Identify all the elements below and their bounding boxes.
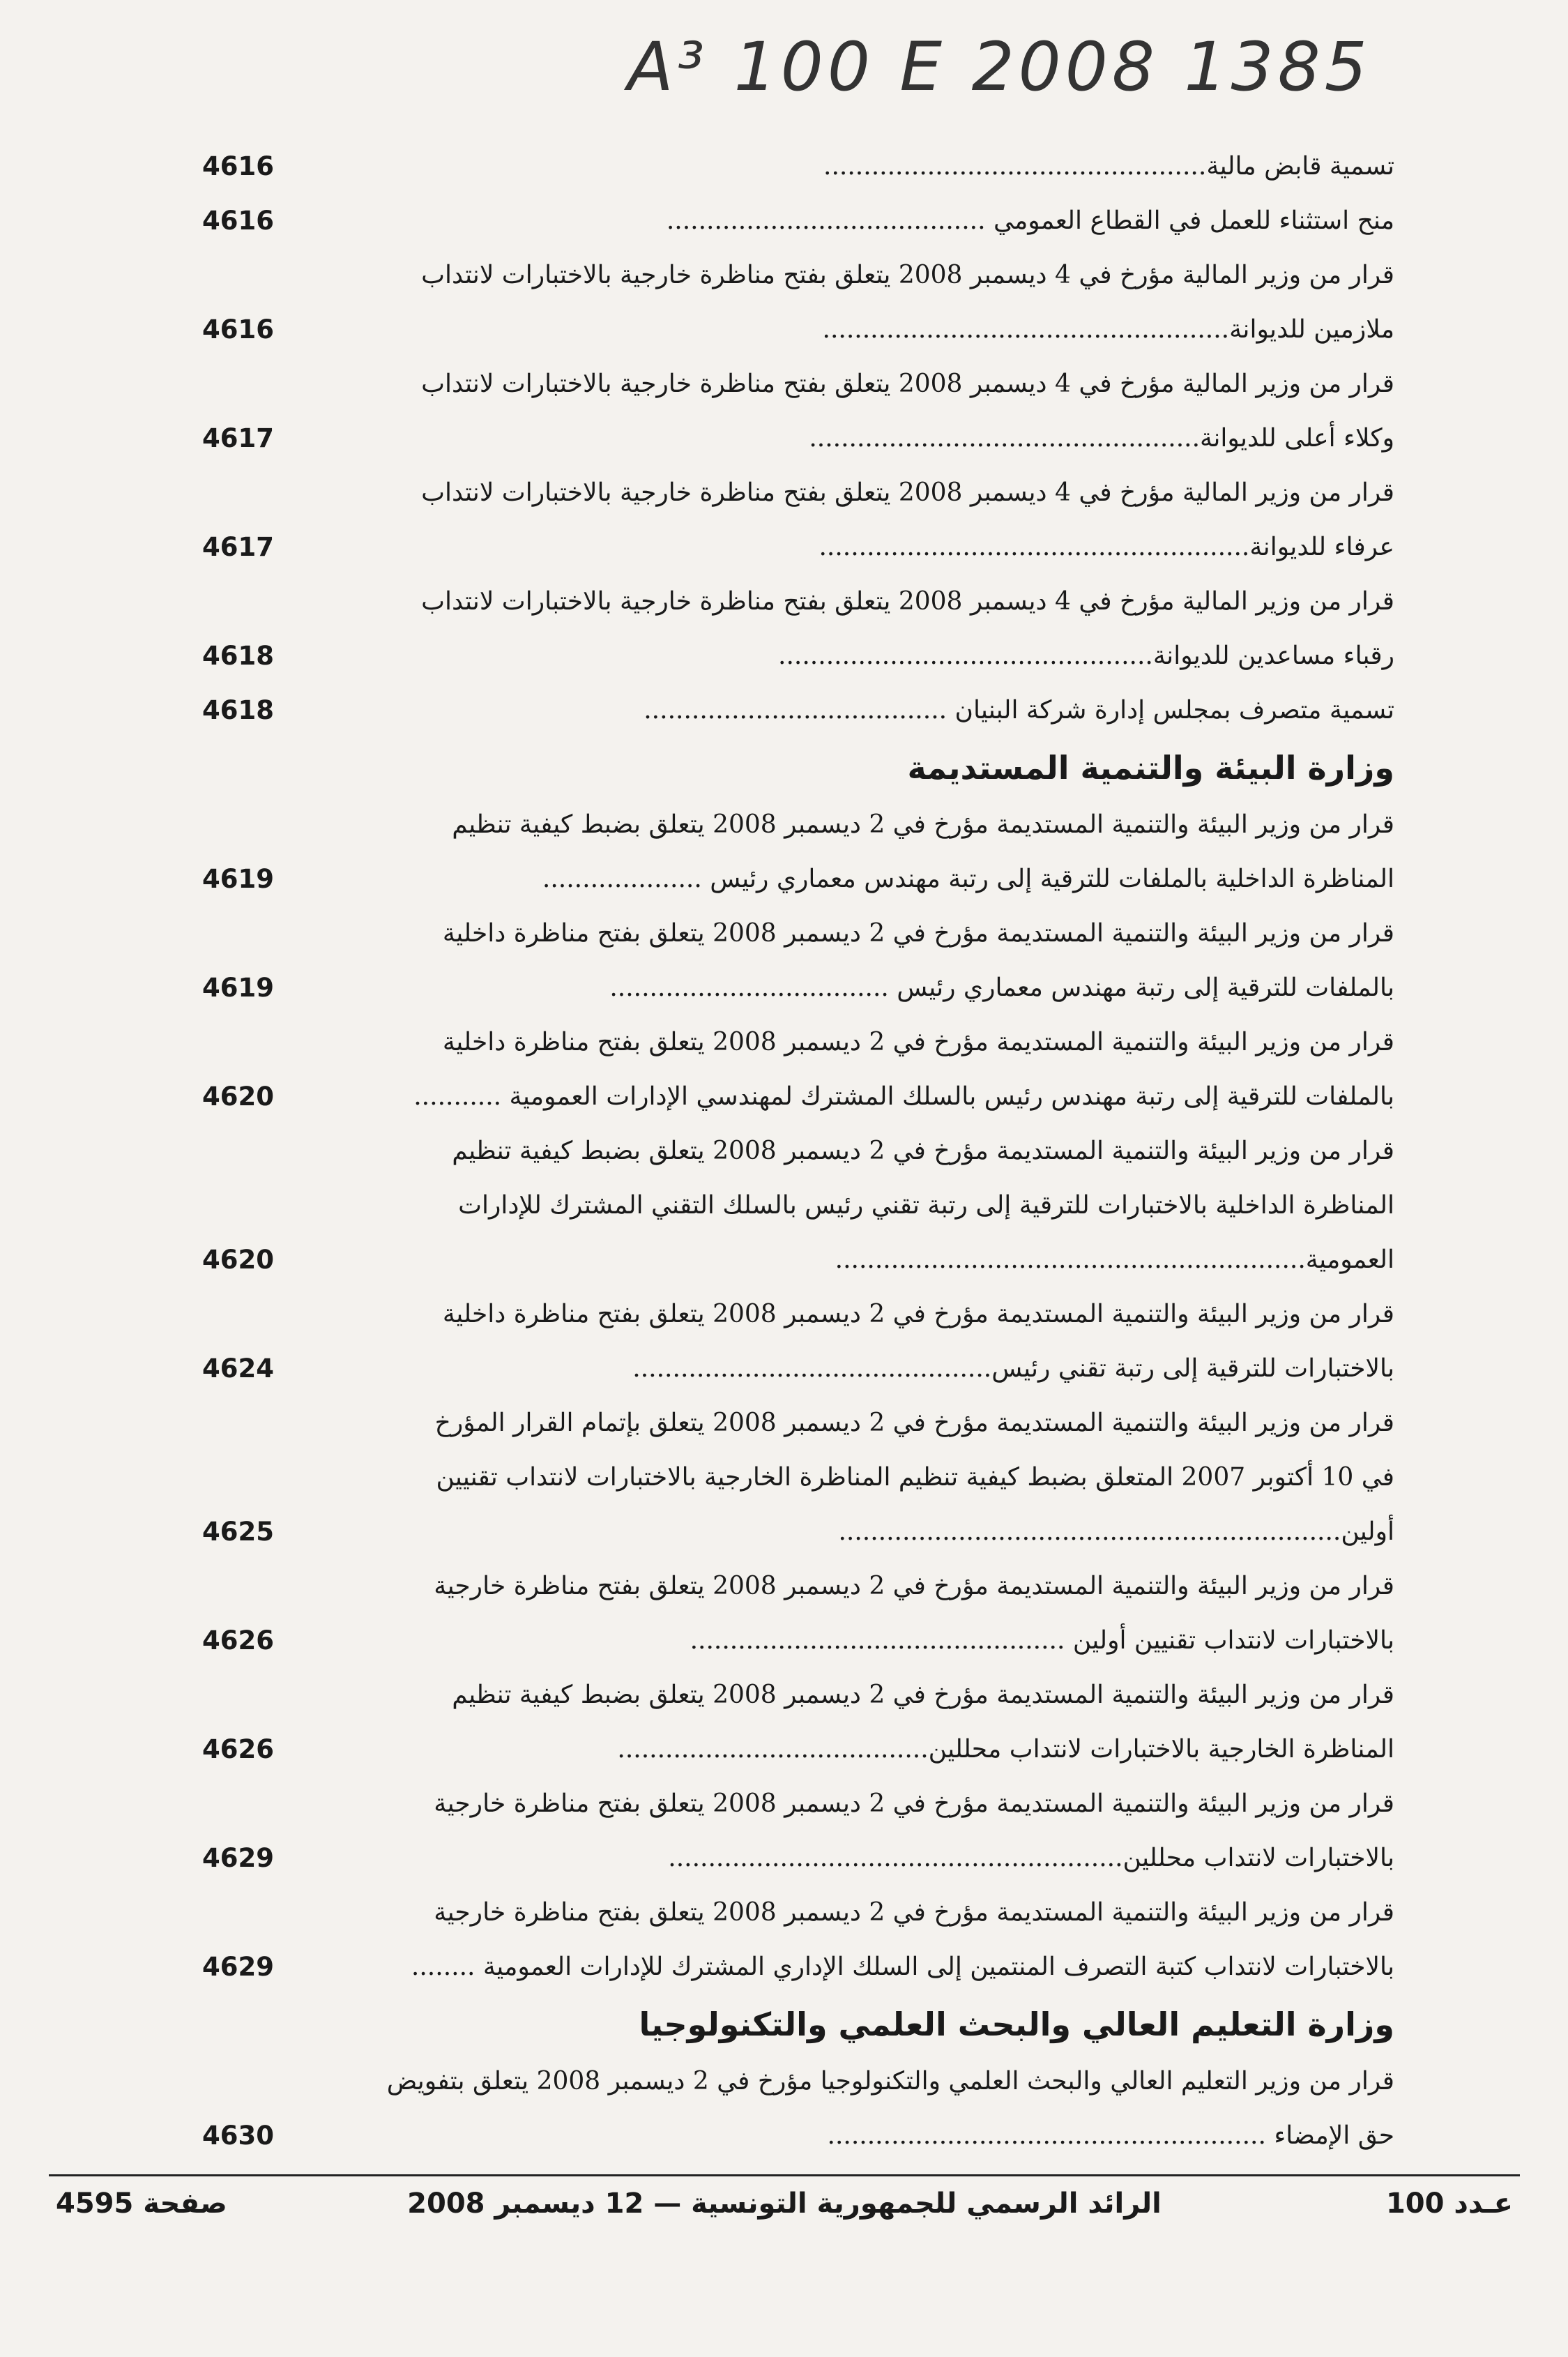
toc-entry-text: في 10 أكتوبر 2007 المتعلق بضبط كيفية تنظيم المناظرة الخارجية بالاختبارات لانتداب تقنيين [436, 1463, 1394, 1492]
toc-entry-text: قرار من وزير المالية مؤرخ في 4 ديسمبر 2008 يتعلق بفتح مناظرة خارجية بالاختبارات لانتداب [421, 478, 1394, 507]
toc-entry [202, 1559, 1394, 1614]
toc-entry-text: العمومية........................................................... [835, 1245, 1394, 1274]
toc-page-number: 4620 [202, 1245, 274, 1275]
toc-entry [202, 852, 1394, 907]
toc-entry-text: قرار من وزير البيئة والتنمية المستديمة مؤرخ في 2 ديسمبر 2008 يتعلق بضبط كيفية تنظيم [452, 1137, 1394, 1165]
footer-page-number: صفحة 4595 [56, 2188, 227, 2220]
toc-page-number: 4626 [202, 1734, 274, 1764]
toc-page-number: 4617 [202, 532, 274, 562]
toc-page-number: 4625 [202, 1517, 274, 1547]
toc-entry-text: قرار من وزير المالية مؤرخ في 4 ديسمبر 2008 يتعلق بفتح مناظرة خارجية بالاختبارات لانتداب [421, 261, 1394, 289]
toc-entry-text: بالاختبارات لانتداب محللين......................................................... [668, 1844, 1394, 1872]
toc-page-number: 4630 [202, 2121, 274, 2151]
toc-entry [202, 411, 1394, 466]
toc-entry-text: المناظرة الخارجية بالاختبارات لانتداب محللين....................................... [617, 1735, 1394, 1764]
toc-entry-text: قرار من وزير المالية مؤرخ في 4 ديسمبر 2008 يتعلق بفتح مناظرة خارجية بالاختبارات لانتداب [421, 370, 1394, 398]
toc-entry-text: قرار من وزير البيئة والتنمية المستديمة مؤرخ في 2 ديسمبر 2008 يتعلق بفتح مناظرة داخلية [442, 919, 1394, 948]
toc-entry-text: قرار من وزير البيئة والتنمية المستديمة مؤرخ في 2 ديسمبر 2008 يتعلق بفتح مناظرة داخلية [442, 1028, 1394, 1056]
toc-page-number: 4616 [202, 206, 274, 236]
toc-entry [202, 139, 1394, 194]
toc-entry [202, 520, 1394, 575]
toc-page-number: 4629 [202, 1843, 274, 1873]
toc-entry-text: أولين............................................................... [838, 1517, 1394, 1546]
toc-entry [202, 1450, 1394, 1505]
toc-entry [202, 194, 1394, 248]
toc-entry-text: قرار من وزير البيئة والتنمية المستديمة مؤرخ في 2 ديسمبر 2008 يتعلق بفتح مناظرة داخلية [442, 1300, 1394, 1328]
toc-entry-text: بالاختبارات للترقية إلى رتبة تقني رئيس............................................. [632, 1354, 1394, 1383]
toc-entry [202, 907, 1394, 961]
toc-entry [202, 357, 1394, 411]
toc-entry [202, 1614, 1394, 1668]
toc-entry-text: بالاختبارات لانتداب كتبة التصرف المنتمين إلى السلك الإداري المشترك للإدارات العمومية ........ [411, 1953, 1394, 1981]
toc-page-number: 4626 [202, 1625, 274, 1655]
toc-entry-text: قرار من وزير البيئة والتنمية المستديمة مؤرخ في 2 ديسمبر 2008 يتعلق بضبط كيفية تنظيم [452, 810, 1394, 839]
toc-entry [202, 1777, 1394, 1831]
toc-entry [202, 1886, 1394, 1940]
toc-entry-text: تسمية متصرف بمجلس إدارة شركة البنيان ...................................... [644, 696, 1394, 725]
toc-entry [202, 798, 1394, 852]
toc-entry [202, 1940, 1394, 1994]
toc-entry-text: المناظرة الداخلية بالملفات للترقية إلى رتبة مهندس معماري رئيس .................... [542, 865, 1394, 893]
footer-issue-number: عـدد 100 [1385, 2188, 1513, 2220]
toc-entry [202, 1124, 1394, 1178]
toc-entry-text: قرار من وزير المالية مؤرخ في 4 ديسمبر 2008 يتعلق بفتح مناظرة خارجية بالاختبارات لانتداب [421, 587, 1394, 616]
toc-entry [202, 303, 1394, 357]
toc-entry [202, 1505, 1394, 1559]
toc-entry-text: عرفاء للديوانة...................................................... [819, 533, 1394, 561]
toc-entry-text: منح استثناء للعمل في القطاع العمومي ........................................ [666, 206, 1394, 235]
toc-entry [202, 1287, 1394, 1342]
toc-entry-text: بالاختبارات لانتداب تقنيين أولين ............................................... [690, 1626, 1394, 1655]
toc-entry [202, 248, 1394, 303]
toc-entry [202, 466, 1394, 520]
toc-page-number: 4617 [202, 423, 274, 453]
toc-entry-text: حق الإمضاء ....................................................... [827, 2121, 1394, 2150]
toc-entry [202, 961, 1394, 1015]
toc-entry-text: قرار من وزير البيئة والتنمية المستديمة مؤرخ في 2 ديسمبر 2008 يتعلق بضبط كيفية تنظيم [452, 1681, 1394, 1709]
section-heading: وزارة البيئة والتنمية المستديمة [907, 749, 1394, 787]
toc-entry-text: قرار من وزير البيئة والتنمية المستديمة مؤرخ في 2 ديسمبر 2008 يتعلق بفتح مناظرة خارجية [434, 1898, 1394, 1927]
toc-page-number: 4618 [202, 695, 274, 725]
toc-entry-text: رقباء مساعدين للديوانة............................................... [778, 642, 1394, 670]
toc-page-number: 4618 [202, 641, 274, 671]
toc-entry [202, 1722, 1394, 1777]
toc-page-number: 4619 [202, 864, 274, 894]
page-footer [49, 2174, 1520, 2232]
toc-entry [202, 2054, 1394, 2109]
toc-page-number: 4629 [202, 1952, 274, 1982]
table-of-contents [202, 139, 1394, 2163]
toc-entry-text: قرار من وزير البيئة والتنمية المستديمة مؤرخ في 2 ديسمبر 2008 يتعلق بفتح مناظرة خارجية [434, 1572, 1394, 1600]
toc-entry [202, 1668, 1394, 1722]
toc-entry [202, 575, 1394, 629]
toc-entry-text: بالملفات للترقية إلى رتبة مهندس رئيس بالسلك المشترك لمهندسي الإدارات العمومية ........... [413, 1082, 1394, 1111]
toc-entry [202, 1396, 1394, 1450]
toc-entry-text: بالملفات للترقية إلى رتبة مهندس معماري رئيس ................................... [609, 973, 1394, 1002]
toc-entry [202, 629, 1394, 683]
toc-entry-text: وكلاء أعلى للديوانة................................................. [809, 424, 1394, 453]
toc-page-number: 4624 [202, 1354, 274, 1384]
toc-page-number: 4616 [202, 151, 274, 181]
toc-entry-text: قرار من وزير البيئة والتنمية المستديمة مؤرخ في 2 ديسمبر 2008 يتعلق بفتح مناظرة خارجية [434, 1789, 1394, 1818]
toc-entry [202, 2109, 1394, 2163]
toc-page-number: 4619 [202, 973, 274, 1003]
toc-entry [202, 1178, 1394, 1233]
toc-entry [202, 1831, 1394, 1886]
handwritten-note: A³ 100 E 2008 1385 [627, 28, 1371, 106]
toc-page-number: 4620 [202, 1082, 274, 1112]
toc-entry [202, 1233, 1394, 1287]
toc-entry [202, 1015, 1394, 1070]
footer-journal-title: الرائد الرسمي للجمهورية التونسية — 12 ديسمبر 2008 [407, 2188, 1162, 2220]
toc-entry [202, 1070, 1394, 1124]
toc-entry-text: قرار من وزير التعليم العالي والبحث العلمي والتكنولوجيا مؤرخ في 2 ديسمبر 2008 يتعلق بتفويض [386, 2067, 1394, 2095]
toc-entry-text: ملازمين للديوانة................................................... [822, 315, 1394, 344]
toc-entry-text: المناظرة الداخلية بالاختبارات للترقية إلى رتبة تقني رئيس بالسلك التقني المشترك للإدارات [458, 1191, 1394, 1220]
toc-entry-text: تسمية قابض مالية................................................ [823, 152, 1394, 181]
toc-entry [202, 683, 1394, 738]
section-heading: وزارة التعليم العالي والبحث العلمي والتكنولوجيا [639, 2006, 1394, 2043]
toc-entry-text: قرار من وزير البيئة والتنمية المستديمة مؤرخ في 2 ديسمبر 2008 يتعلق بإتمام القرار المؤرخ [434, 1409, 1394, 1437]
toc-entry [202, 1342, 1394, 1396]
toc-page-number: 4616 [202, 314, 274, 344]
